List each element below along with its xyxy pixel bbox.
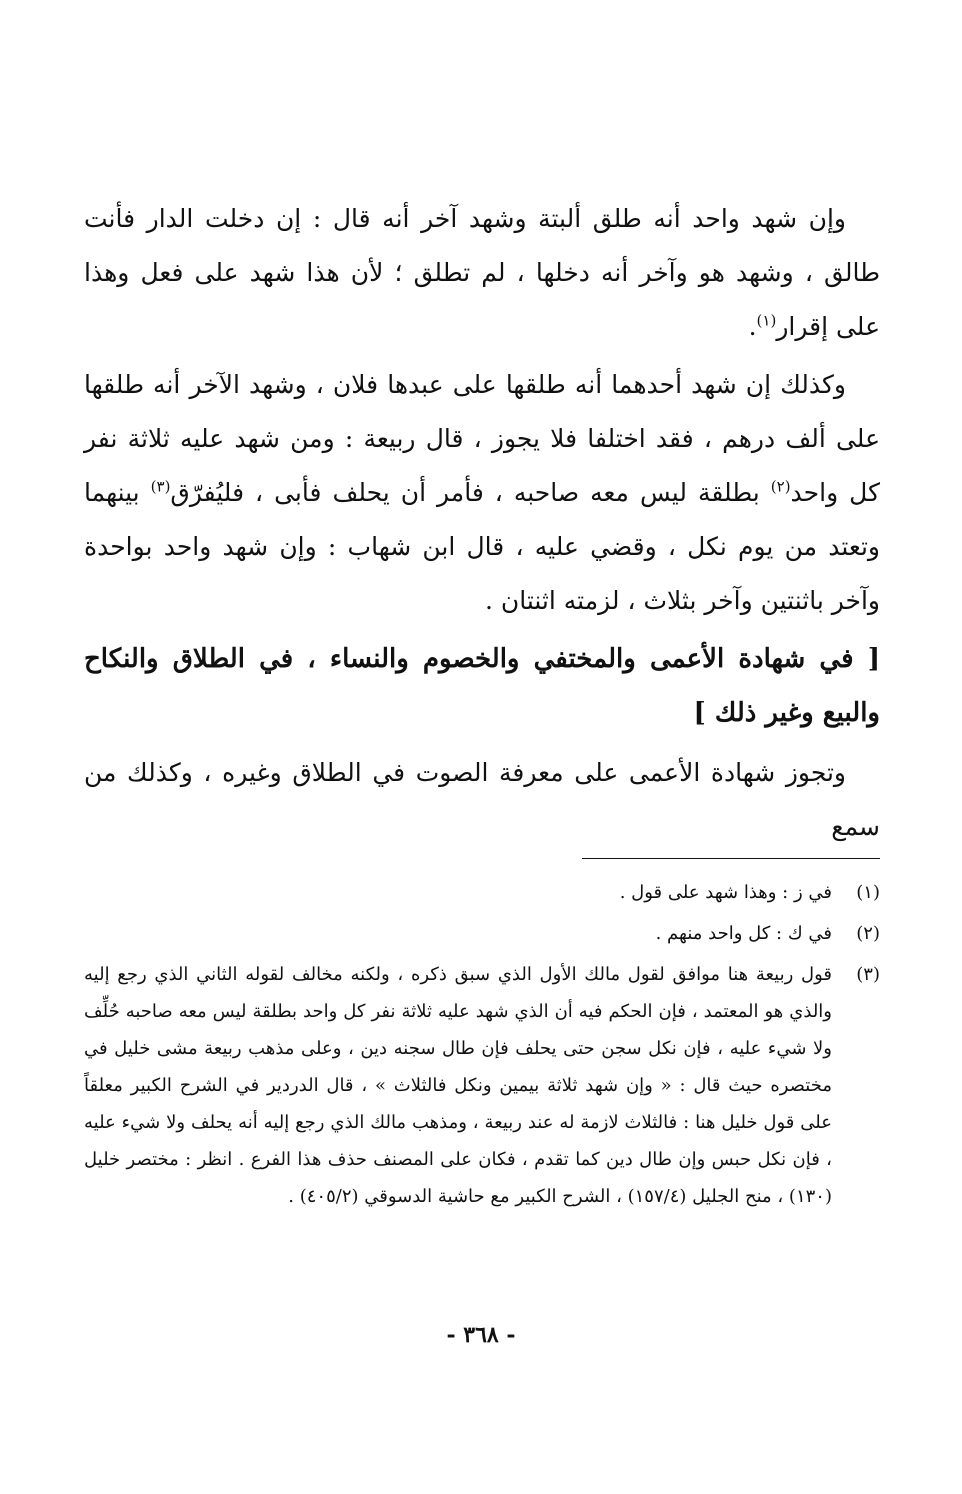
page-number: - ٣٦٨ - <box>446 1322 516 1348</box>
footnote-number: (٣) <box>856 964 880 985</box>
footnote-text: في ز : وهذا شهد على قول . <box>619 882 832 903</box>
paragraph-1 <box>84 192 880 354</box>
paragraph-2 <box>84 358 880 628</box>
footnote-separator <box>582 858 880 859</box>
footnote-ref-2: (٢) <box>770 477 791 496</box>
paragraph-1-text: وإن شهد واحد أنه طلق ألبتة وشهد آخر أنه قال : إن دخلت الدار فأنت طالق ، وشهد هو وآخر أنه دخلها ، لم تطلق ؛ لأن هذا شهد على فعل وهذا على إقرار <box>84 204 880 341</box>
main-text <box>84 192 880 858</box>
footnote-2 <box>84 915 880 952</box>
footnote-ref-3: (٣) <box>150 477 171 496</box>
footnotes <box>84 874 880 1219</box>
footnote-number: (٢) <box>856 923 880 944</box>
paragraph-2-text-a: وكذلك إن شهد أحدهما أنه طلقها على عبدها فلان ، وشهد الآخر أنه طلقها على ألف درهم ، فقد اختلفا فلا يجوز ، قال ربيعة : ومن شهد عليه ثلاثة نفر كل واحد <box>84 370 880 507</box>
paragraph-1-end: . <box>748 312 757 341</box>
paragraph-3: وتجوز شهادة الأعمى على معرفة الصوت في الطلاق وغيره ، وكذلك من سمع <box>84 758 880 841</box>
footnote-text: قول ربيعة هنا موافق لقول مالك الأول الذي سبق ذكره ، ولكنه مخالف لقوله الثاني الذي رجع إليه والذي هو المعتمد ، فإن الحكم فيه أن الذي شهد عليه ثلاثة نفر كل واحد بطلقة ليس معه صاحبه حُلِّف ولا شيء عليه ، فإن نكل سجن حتى يحلف فإن طال سجنه دين ، وعلى مذهب ربيعة مشى خليل في مختصره حيث قال : « وإن شهد ثلاثة بيمين ونكل فالثلاث » ، قال الدردير في الشرح الكبير معلقاً على قول خليل هنا : فالثلاث لازمة له عند ربيعة ، ومذهب مالك الذي رجع إليه أنه يحلف ولا شيء عليه ، فإن نكل حبس وإن طال دين كما تقدم ، فكان على المصنف حذف هذا الفرع . انظر : مختصر خليل (١٣٠) ، منح الجليل (١٥٧/٤) ، الشرح الكبير مع حاشية الدسوقي (٤٠٥/٢) . <box>84 964 832 1207</box>
footnote-1 <box>84 874 880 911</box>
footnote-ref-1: (١) <box>756 311 777 330</box>
paragraph-2-text-b: بطلقة ليس معه صاحبه ، فأمر أن يحلف فأبى ، فليُفرّق <box>170 478 771 507</box>
paragraph-2-text-c: بينهما وتعتد من يوم نكل ، وقضي عليه ، قال ابن شهاب : وإن شهد واحد بواحدة وآخر باثنتين وآخر بثلاث ، لزمته اثنتان . <box>84 478 880 615</box>
section-heading: [ في شهادة الأعمى والمختفي والخصوم والنساء ، في الطلاق والنكاح والبيع وغير ذلك ] <box>84 644 880 728</box>
footnote-3 <box>84 956 880 1215</box>
footnote-number: (١) <box>856 882 880 903</box>
footnote-text: في ك : كل واحد منهم . <box>655 923 832 944</box>
